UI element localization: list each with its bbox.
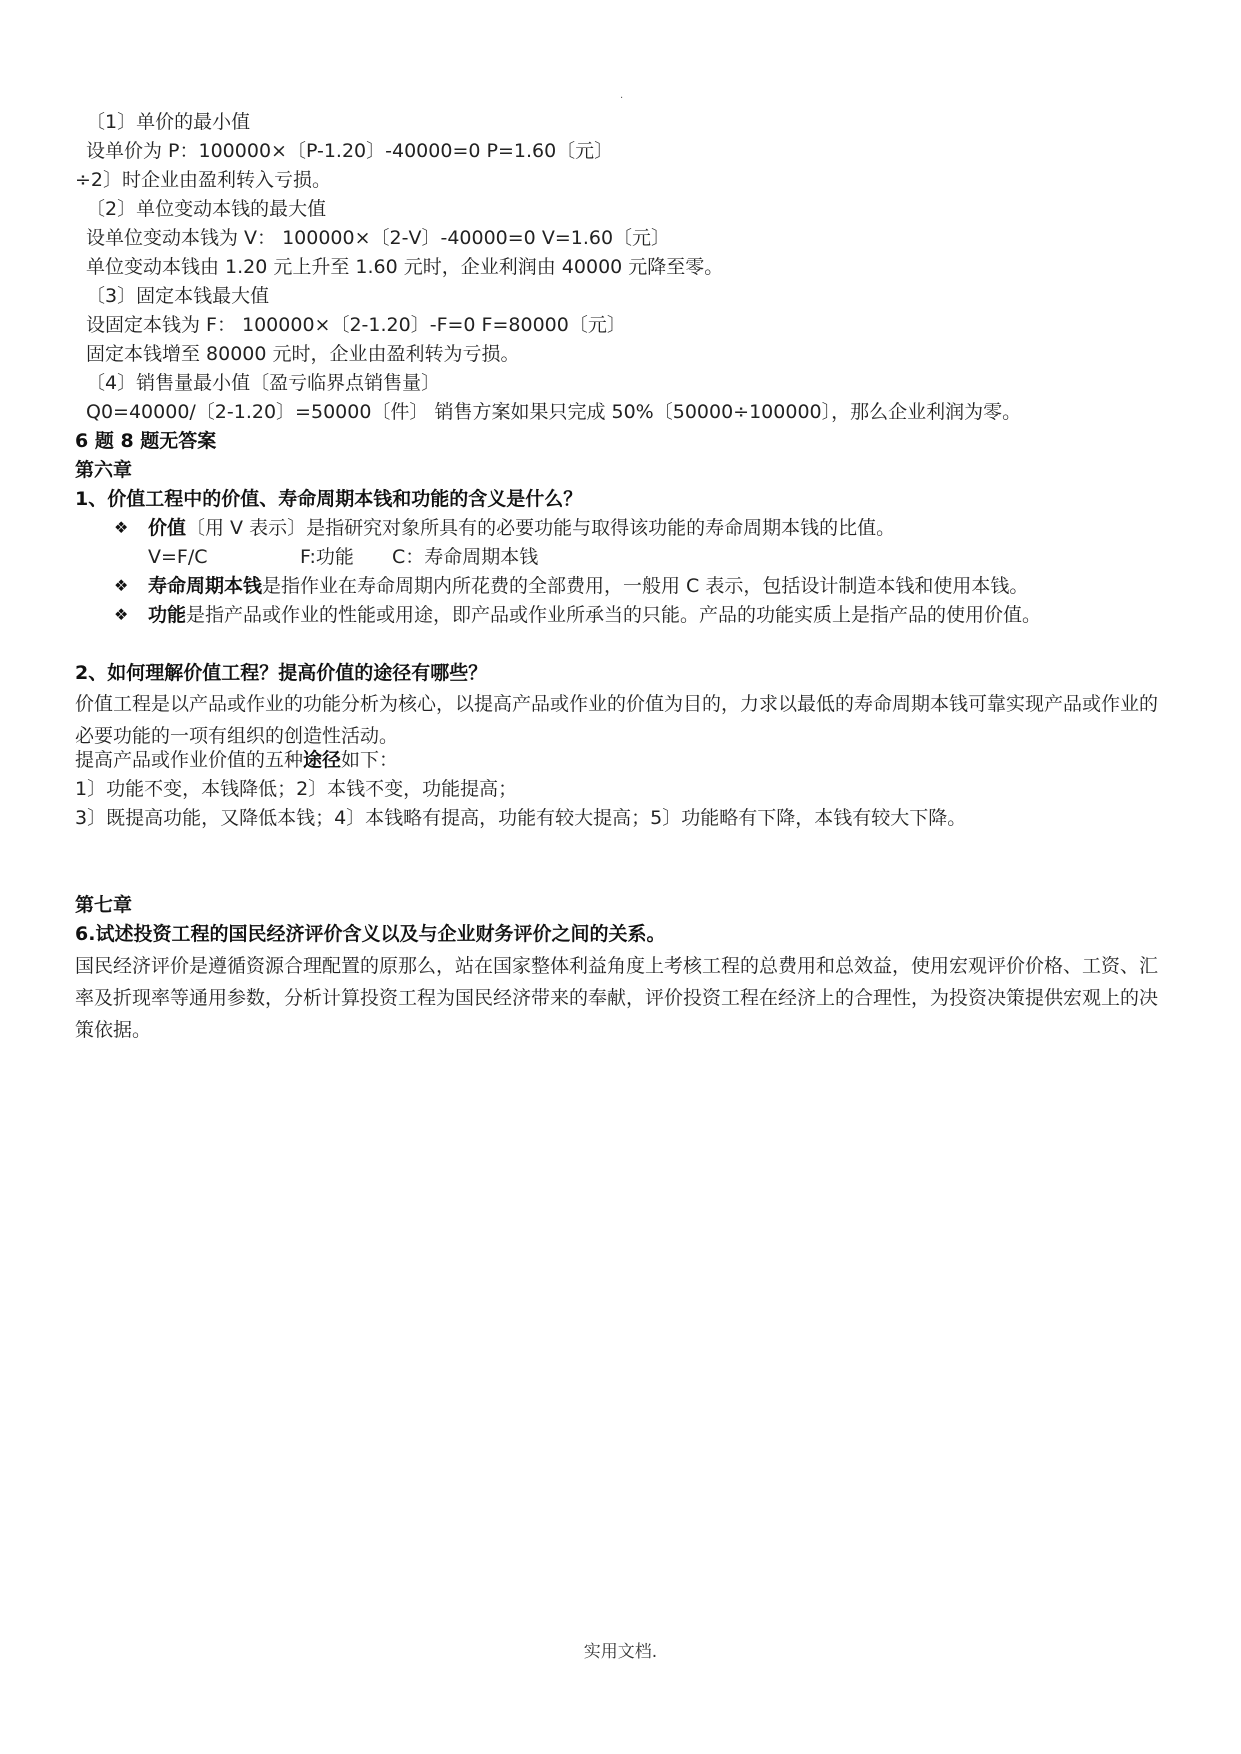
chapter6-a2-paragraph: 价值工程是以产品或作业的功能分析为核心，以提高产品或作业的价值为目的，力求以最低的寿命周期本钱可靠实现产品或作业的必要功能的一项有组织的创造性活动。	[75, 693, 1159, 747]
ways-line-2: 3〕既提高功能，又降低本钱；4〕本钱略有提高，功能有较大提高；5〕功能略有下降，本钱有较大下降。	[75, 807, 967, 829]
chapter6-a2-ways	[75, 748, 398, 772]
bullet-lifecycle-term: 寿命周期本钱	[148, 575, 263, 597]
value-formula-f: F:功能	[300, 546, 354, 568]
chapter7-q6: 6.试述投资工程的国民经济评价含义以及与企业财务评价之间的关系。	[75, 923, 666, 945]
s3-note: 固定本钱增至 80000 元时，企业由盈利转为亏损。	[86, 343, 520, 365]
bullet-value	[148, 516, 895, 540]
bullet-function	[148, 603, 1041, 627]
bullet-diamond-icon: ❖	[114, 518, 129, 537]
s1-note: ÷2〕时企业由盈利转入亏损。	[75, 169, 332, 191]
s3-title: 〔3〕固定本钱最大值	[86, 285, 270, 307]
chapter6-q2: 2、如何理解价值工程？提高价值的途径有哪些？	[75, 662, 488, 684]
bullet-lifecycle-text: 是指作业在寿命周期内所花费的全部费用，一般用 C 表示，包括设计制造本钱和使用本钱。	[262, 575, 1029, 597]
bullet-diamond-icon: ❖	[114, 576, 129, 595]
value-formula: V=F/C	[148, 546, 208, 568]
bullet-value-term: 价值	[148, 517, 187, 539]
chapter7-title: 第七章	[75, 894, 133, 916]
chapter6-q1: 1、价值工程中的价值、寿命周期本钱和功能的含义是什么？	[75, 488, 583, 510]
bullet-lifecycle-cost	[148, 574, 1028, 598]
s3-formula: 设固定本钱为 F： 100000×〔2-1.20〕-F=0 F=80000〔元〕	[86, 314, 626, 336]
ways-prefix: 提高产品或作业价值的五种	[75, 749, 304, 771]
s1-formula: 设单价为 P：100000×〔P-1.20〕-40000=0 P=1.60〔元〕	[86, 140, 614, 162]
chapter7-a6-paragraph: 国民经济评价是遵循资源合理配置的原那么，站在国家整体利益角度上考核工程的总费用和总效益，使用宏观评价价格、工资、汇率及折现率等通用参数，分析计算投资工程为国民经济带来的奉献，评价投资工程在经济上的合理性，为投资决策提供宏观上的决策依据。	[75, 955, 1159, 1041]
ways-suffix: 如下：	[341, 749, 399, 771]
ways-bold: 途径	[303, 749, 342, 771]
value-formula-c: C：寿命周期本钱	[392, 546, 539, 568]
bullet-diamond-icon: ❖	[114, 605, 129, 624]
header-dot: .	[620, 90, 624, 101]
s4-title: 〔4〕销售量最小值〔盈亏临界点销售量〕	[86, 372, 441, 394]
no-answer-note: 6 题 8 题无答案	[75, 430, 217, 452]
bullet-function-term: 功能	[148, 604, 187, 626]
s2-note: 单位变动本钱由 1.20 元上升至 1.60 元时，企业利润由 40000 元降至零。	[86, 256, 724, 278]
s4-formula: Q0=40000/〔2-1.20〕=50000〔件〕 销售方案如果只完成 50%〔50000÷100000〕，那么企业利润为零。	[86, 401, 1022, 423]
s2-title: 〔2〕单位变动本钱的最大值	[86, 198, 327, 220]
bullet-function-text: 是指产品或作业的性能或用途，即产品或作业所承当的只能。产品的功能实质上是指产品的使用价值。	[186, 604, 1042, 626]
bullet-value-text: 〔用 V 表示〕是指研究对象所具有的必要功能与取得该功能的寿命周期本钱的比值。	[186, 517, 896, 539]
s2-formula: 设单位变动本钱为 V： 100000×〔2-V〕-40000=0 V=1.60〔元〕	[86, 227, 671, 249]
ways-line-1: 1〕功能不变，本钱降低；2〕本钱不变，功能提高；	[75, 778, 518, 800]
s1-title: 〔1〕单价的最小值	[86, 111, 251, 133]
page-footer: 实用文档.	[583, 1642, 658, 1662]
chapter6-title: 第六章	[75, 459, 133, 481]
